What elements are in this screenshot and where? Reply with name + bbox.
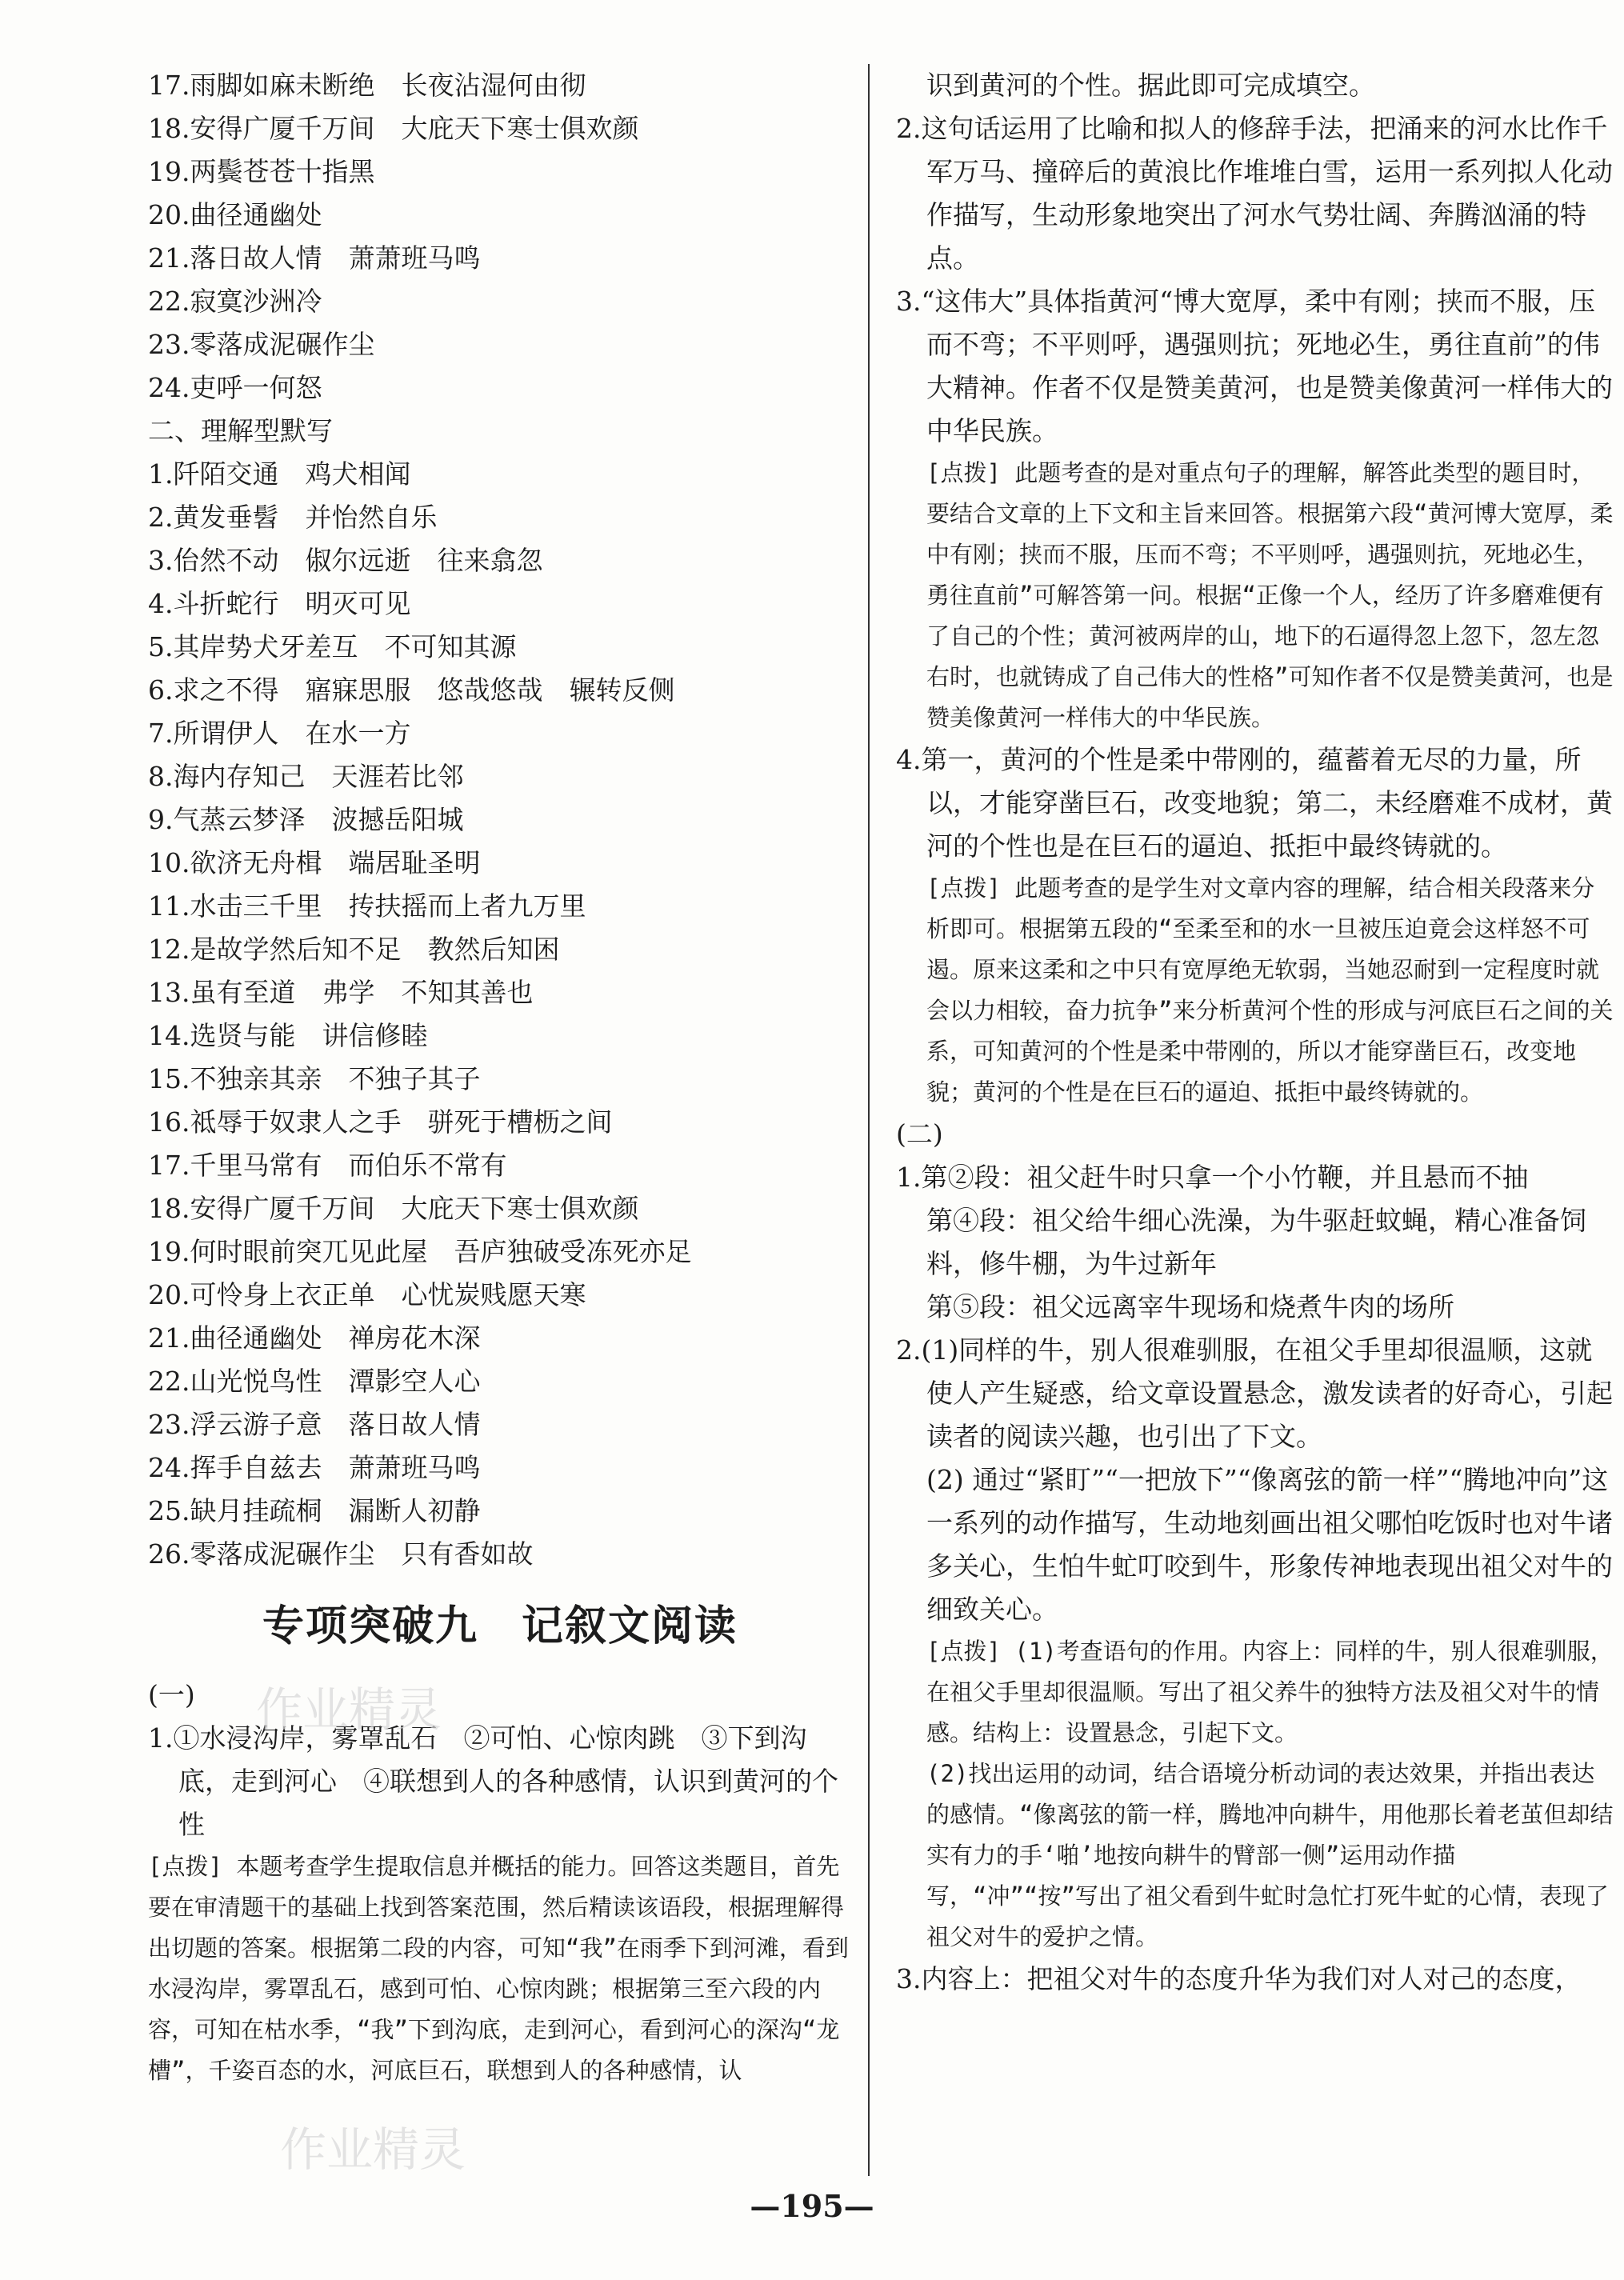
answer-line: 23.零落成泥碾作尘	[148, 329, 375, 360]
column-divider	[868, 64, 870, 2176]
question-answer: 2.这句话运用了比喻和拟人的修辞手法，把涌来的河水比作千军万马、撞碎后的黄浪比作堆堆白雪，运用一系列拟人化动作描写，生动形象地突出了河水气势壮阔、奔腾汹涌的特点。	[896, 113, 1613, 274]
answer-list-bottom	[148, 453, 852, 1576]
answer-line: 23.浮云游子意 落日故人情	[148, 1409, 481, 1440]
page-number: —195—	[750, 2188, 874, 2224]
answer-line: 25.缺月挂疏桐 漏断人初静	[148, 1495, 481, 1526]
answer-line: 14.选贤与能 讲信修睦	[148, 1020, 428, 1051]
watermark: 作业精灵	[256, 1682, 442, 1737]
answer-line: 20.曲径通幽处	[148, 199, 322, 230]
question-answer: (2) 通过“紧盯”“一把放下”“像离弦的箭一样”“腾地冲向”这一系列的动作描写，生动地刻画出祖父哪怕吃饭时也对牛诸多关心，生怕牛虻叮咬到牛，形象传神地表现出祖父对牛的细致关心。	[926, 1464, 1613, 1625]
question-answer: 3.内容上：把祖父对牛的态度升华为我们对人对己的态度，	[896, 1963, 1582, 1994]
question-answer: 2.(1)同样的牛，别人很难驯服，在祖父手里却很温顺，这就使人产生疑惑，给文章设置悬念，激发读者的好奇心，引起读者的阅读兴趣，也引出了下文。	[896, 1334, 1613, 1452]
continued-text: 识到黄河的个性。据此即可完成填空。	[926, 70, 1375, 101]
part-label: (一)	[148, 1679, 195, 1710]
answer-line: 24.吏呼一何怒	[148, 372, 322, 403]
explanation-note: [点拨] 此题考查的是对重点句子的理解，解答此类型的题目时，要结合文章的上下文和主旨来回答。根据第六段“黄河博大宽厚，柔中有刚；挟而不服，压而不弯；不平则呼，遇强则抗，死地必生，勇往直前”可解答第一问。根据“正像一个人，经历了许多磨难便有了自己的个性；黄河被两岸的山，地下的石逼得忽上忽下，忽左忽右时，也就铸成了自己伟大的性格”可知作者不仅是赞美黄河，也是赞美像黄河一样伟大的中华民族。	[926, 459, 1614, 731]
answer-line: 17.雨脚如麻未断绝 长夜沾湿何由彻	[148, 70, 586, 101]
answer-line: 4.斗折蛇行 明灭可见	[148, 588, 411, 619]
explanation-note: [点拨] 本题考查学生提取信息并概括的能力。回答这类题目，首先要在审清题干的基础上找到答案范围，然后精读该语段，根据理解得出切题的答案。根据第二段的内容，可知“我”在雨季下到河滩，看到水浸沟岸，雾罩乱石，感到可怕、心惊肉跳；根据第三至六段的内容，可知在枯水季，“我”下到沟底，走到河心，看到河心的深沟“龙槽”，千姿百态的水，河底巨石，联想到人的各种感情，认	[148, 1853, 849, 2084]
question-answer: 1.第②段：祖父赶牛时只拿一个小竹鞭，并且悬而不抽	[896, 1162, 1529, 1193]
answer-line: 3.佁然不动 俶尔远逝 往来翕忽	[148, 545, 543, 576]
answer-line: 18.安得广厦千万间 大庇天下寒士俱欢颜	[148, 1193, 639, 1224]
section-heading: 二、理解型默写	[148, 415, 333, 446]
answer-line: 20.可怜身上衣正单 心忧炭贱愿天寒	[148, 1279, 586, 1310]
question-answer: 3.“这伟大”具体指黄河“博大宽厚，柔中有刚；挟而不服，压而不弯；不平则呼，遇强则抗；死地必生，勇往直前”的伟大精神。作者不仅是赞美黄河，也是赞美像黄河一样伟大的中华民族。	[896, 286, 1613, 446]
answer-line: 5.其岸势犬牙差互 不可知其源	[148, 631, 517, 662]
question-answer: 1.①水浸沟岸，雾罩乱石 ②可怕、心惊肉跳 ③下到沟底，走到河心 ④联想到人的各种感情，认识到黄河的个性	[148, 1722, 838, 1840]
answer-line: 8.海内存知己 天涯若比邻	[148, 761, 464, 792]
answer-line: 22.山光悦鸟性 潭影空人心	[148, 1366, 481, 1397]
answer-line: 18.安得广厦千万间 大庇天下寒士俱欢颜	[148, 113, 639, 144]
answer-line: 21.落日故人情 萧萧班马鸣	[148, 242, 481, 274]
answer-line: 26.零落成泥碾作尘 只有香如故	[148, 1538, 534, 1570]
explanation-note: (2)找出运用的动词，结合语境分析动词的表达效果，并指出表达的感情。“像离弦的箭一样，腾地冲向耕牛，用他那长着老茧但却结实有力的手‘啪’地按向耕牛的臂部一侧”运用动作描写，“冲”“按”写出了祖父看到牛虻时急忙打死牛虻的心情，表现了祖父对牛的爱护之情。	[926, 1760, 1614, 1950]
answer-line: 21.曲径通幽处 禅房花木深	[148, 1322, 481, 1354]
answer-line: 1.阡陌交通 鸡犬相闻	[148, 458, 411, 490]
answer-line: 10.欲济无舟楫 端居耻圣明	[148, 847, 481, 878]
answer-line: 19.两鬓苍苍十指黑	[148, 156, 375, 187]
answer-line: 22.寂寞沙洲冷	[148, 286, 322, 317]
question-answer: 4.第一，黄河的个性是柔中带刚的，蕴蓄着无尽的力量，所以，才能穿凿巨石，改变地貌；第二，未经磨难不成材，黄河的个性也是在巨石的逼迫、抵拒中最终铸就的。	[896, 744, 1613, 862]
answer-line: 9.气蒸云梦泽 波撼岳阳城	[148, 804, 464, 835]
right-column	[896, 64, 1616, 2001]
part-label: (二)	[896, 1118, 943, 1150]
left-column	[148, 64, 852, 2091]
answer-line: 13.虽有至道 弗学 不知其善也	[148, 977, 534, 1008]
section-title: 专项突破九 记叙文阅读	[262, 1602, 738, 1650]
answer-line: 6.求之不得 寤寐思服 悠哉悠哉 辗转反侧	[148, 674, 675, 706]
question-answer: 第⑤段：祖父远离宰牛现场和烧煮牛肉的场所	[926, 1291, 1454, 1322]
answer-line: 17.千里马常有 而伯乐不常有	[148, 1150, 507, 1181]
answer-line: 2.黄发垂髫 并怡然自乐	[148, 502, 438, 533]
explanation-note: [点拨] 此题考查的是学生对文章内容的理解，结合相关段落来分析即可。根据第五段的“至柔至和的水一旦被压迫竟会这样怒不可遏。原来这柔和之中只有宽厚绝无软弱，当她忍耐到一定程度时就会以力相较，奋力抗争”来分析黄河个性的形成与河底巨石之间的关系，可知黄河的个性是柔中带刚的，所以才能穿凿巨石，改变地貌；黄河的个性是在巨石的逼迫、抵拒中最终铸就的。	[926, 874, 1614, 1106]
answer-line: 19.何时眼前突兀见此屋 吾庐独破受冻死亦足	[148, 1236, 692, 1267]
watermark: 作业精灵	[280, 2122, 466, 2177]
answer-line: 11.水击三千里 抟扶摇而上者九万里	[148, 890, 586, 922]
question-answer: 第④段：祖父给牛细心洗澡，为牛驱赶蚊蝇，精心准备饲料，修牛棚，为牛过新年	[926, 1205, 1586, 1279]
answer-line: 7.所谓伊人 在水一方	[148, 718, 411, 749]
answer-line: 15.不独亲其亲 不独子其子	[148, 1063, 481, 1094]
answer-line: 12.是故学然后知不足 教然后知困	[148, 934, 560, 965]
explanation-note: [点拨] (1)考查语句的作用。内容上：同样的牛，别人很难驯服，在祖父手里却很温顺。写出了祖父养牛的独特方法及祖父对牛的情感。结构上：设置悬念，引起下文。	[926, 1638, 1614, 1746]
answer-line: 16.祗辱于奴隶人之手 骈死于槽枥之间	[148, 1106, 613, 1138]
answer-list-top	[148, 64, 852, 410]
answer-line: 24.挥手自兹去 萧萧班马鸣	[148, 1452, 481, 1483]
